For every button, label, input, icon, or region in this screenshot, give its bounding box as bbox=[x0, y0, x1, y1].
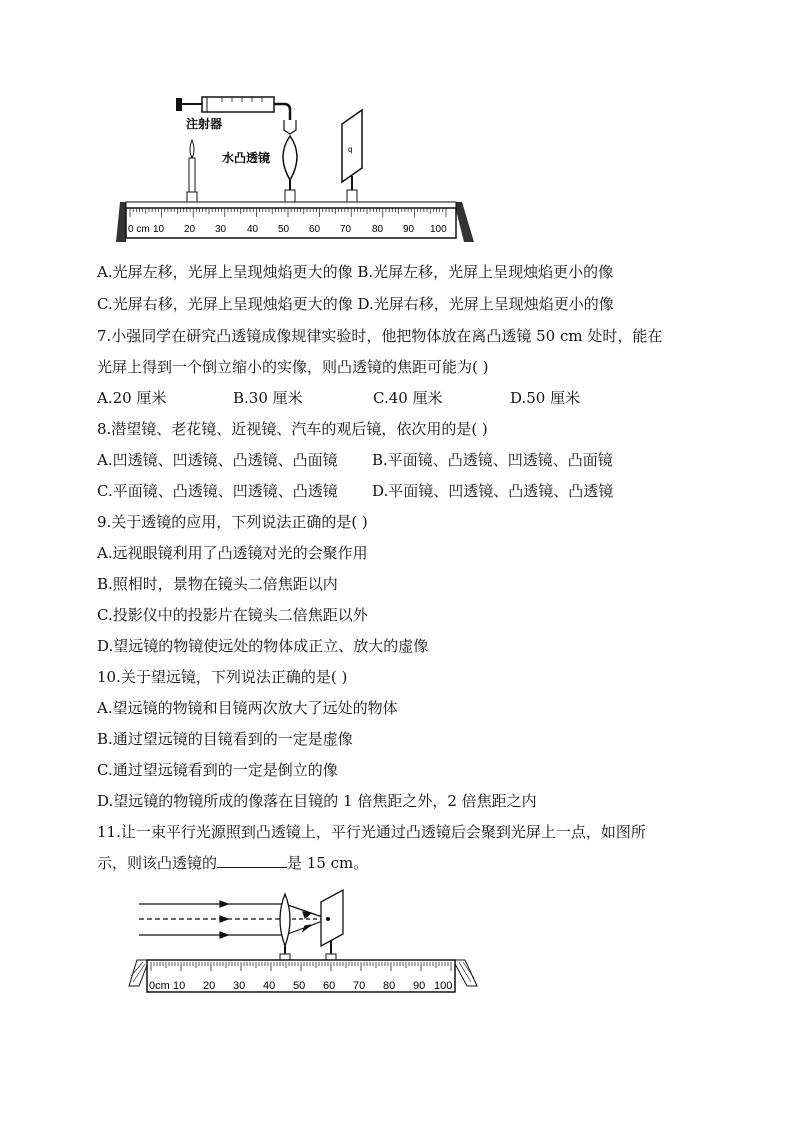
svg-text:0cm: 0cm bbox=[149, 980, 170, 992]
q10-option-b: B.通过望远镜的目镜看到的一定是虚像 bbox=[97, 730, 353, 748]
parallel-light-rays bbox=[139, 901, 328, 938]
q11-stem-prefix: 示，则该凸透镜的 bbox=[97, 854, 218, 872]
svg-text:0 cm: 0 cm bbox=[128, 224, 150, 235]
svg-text:60: 60 bbox=[323, 980, 336, 992]
q9-option-b: B.照相时，景物在镜头二倍焦距以内 bbox=[97, 575, 338, 593]
svg-text:60: 60 bbox=[309, 224, 321, 235]
svg-text:70: 70 bbox=[353, 980, 366, 992]
svg-text:90: 90 bbox=[413, 980, 426, 992]
q11-answer-blank[interactable] bbox=[217, 853, 287, 868]
q11-stem-line-1: 11.让一束平行光源照到凸透镜上，平行光通过凸透镜后会聚到光屏上一点，如图所 bbox=[97, 823, 646, 841]
svg-text:70: 70 bbox=[340, 224, 352, 235]
q7-stem-line-2: 光屏上得到一个倒立缩小的实像，则凸透镜的焦距可能为( ) bbox=[97, 358, 489, 376]
q10-option-d: D.望远镜的物镜所成的像落在目镜的 1 倍焦距之外，2 倍焦距之内 bbox=[97, 792, 537, 810]
q8-option-b: B.平面镜、凸透镜、凹透镜、凸面镜 bbox=[372, 451, 613, 469]
q9-option-c: C.投影仪中的投影片在镜头二倍焦距以外 bbox=[97, 606, 368, 624]
svg-text:50: 50 bbox=[278, 224, 290, 235]
q8-option-c: C.平面镜、凸透镜、凹透镜、凸透镜 bbox=[97, 482, 338, 500]
q7-option-d: D.50 厘米 bbox=[510, 389, 581, 407]
svg-text:40: 40 bbox=[247, 224, 259, 235]
svg-text:40: 40 bbox=[263, 980, 276, 992]
candle-icon bbox=[187, 140, 197, 202]
svg-text:10: 10 bbox=[173, 980, 186, 992]
svg-text:100: 100 bbox=[430, 224, 447, 235]
svg-text:90: 90 bbox=[403, 224, 415, 235]
water-lens-label: 水凸透镜 bbox=[222, 151, 271, 165]
q7-option-a: A.20 厘米 bbox=[97, 389, 167, 407]
q9-stem: 9.关于透镜的应用，下列说法正确的是( ) bbox=[97, 513, 368, 531]
svg-text:80: 80 bbox=[383, 980, 396, 992]
q8-option-d: D.平面镜、凹透镜、凸透镜、凸透镜 bbox=[372, 482, 614, 500]
syringe-label: 注射器 bbox=[186, 117, 223, 131]
q7-option-c: C.40 厘米 bbox=[373, 389, 443, 407]
svg-text:20: 20 bbox=[184, 224, 196, 235]
svg-text:50: 50 bbox=[293, 980, 306, 992]
optical-bench-figure-1 bbox=[112, 92, 492, 252]
q10-stem: 10.关于望远镜，下列说法正确的是( ) bbox=[97, 668, 348, 686]
svg-text:20: 20 bbox=[203, 980, 216, 992]
q10-option-c: C.通过望远镜看到的一定是倒立的像 bbox=[97, 761, 338, 779]
q9-option-d: D.望远镜的物镜使远处的物体成正立、放大的虚像 bbox=[97, 637, 429, 655]
q9-option-a: A.远视眼镜利用了凸透镜对光的会聚作用 bbox=[97, 544, 368, 562]
svg-text:30: 30 bbox=[215, 224, 227, 235]
svg-text:100: 100 bbox=[434, 980, 453, 992]
q11-stem-line-2 bbox=[97, 853, 368, 873]
q6-option-line-2: C.光屏右移，光屏上呈现烛焰更大的像 D.光屏右移，光屏上呈现烛焰更小的像 bbox=[97, 295, 614, 313]
q10-option-a: A.望远镜的物镜和目镜两次放大了远处的物体 bbox=[97, 699, 398, 717]
optical-bench-figure-2 bbox=[125, 882, 485, 997]
q8-stem: 8.潜望镜、老花镜、近视镜、汽车的观后镜，依次用的是( ) bbox=[97, 420, 488, 438]
convex-lens-icon bbox=[280, 894, 290, 963]
q11-stem-suffix: 是 15 cm。 bbox=[287, 854, 369, 872]
q6-option-line-1: A.光屏左移，光屏上呈现烛焰更大的像 B.光屏左移，光屏上呈现烛焰更小的像 bbox=[97, 263, 614, 281]
q7-option-b: B.30 厘米 bbox=[233, 389, 303, 407]
svg-text:q: q bbox=[348, 145, 353, 154]
svg-text:80: 80 bbox=[372, 224, 384, 235]
svg-text:30: 30 bbox=[233, 980, 246, 992]
water-lens-icon bbox=[283, 136, 297, 202]
light-screen-icon bbox=[321, 890, 343, 963]
q8-option-a: A.凹透镜、凹透镜、凸透镜、凸面镜 bbox=[97, 451, 338, 469]
optical-bench-base bbox=[116, 202, 474, 242]
q7-stem-line-1: 7.小强同学在研究凸透镜成像规律实验时，他把物体放在离凸透镜 50 cm 处时，能在 bbox=[97, 327, 663, 345]
svg-text:10: 10 bbox=[153, 224, 165, 235]
light-screen-icon bbox=[342, 110, 362, 202]
